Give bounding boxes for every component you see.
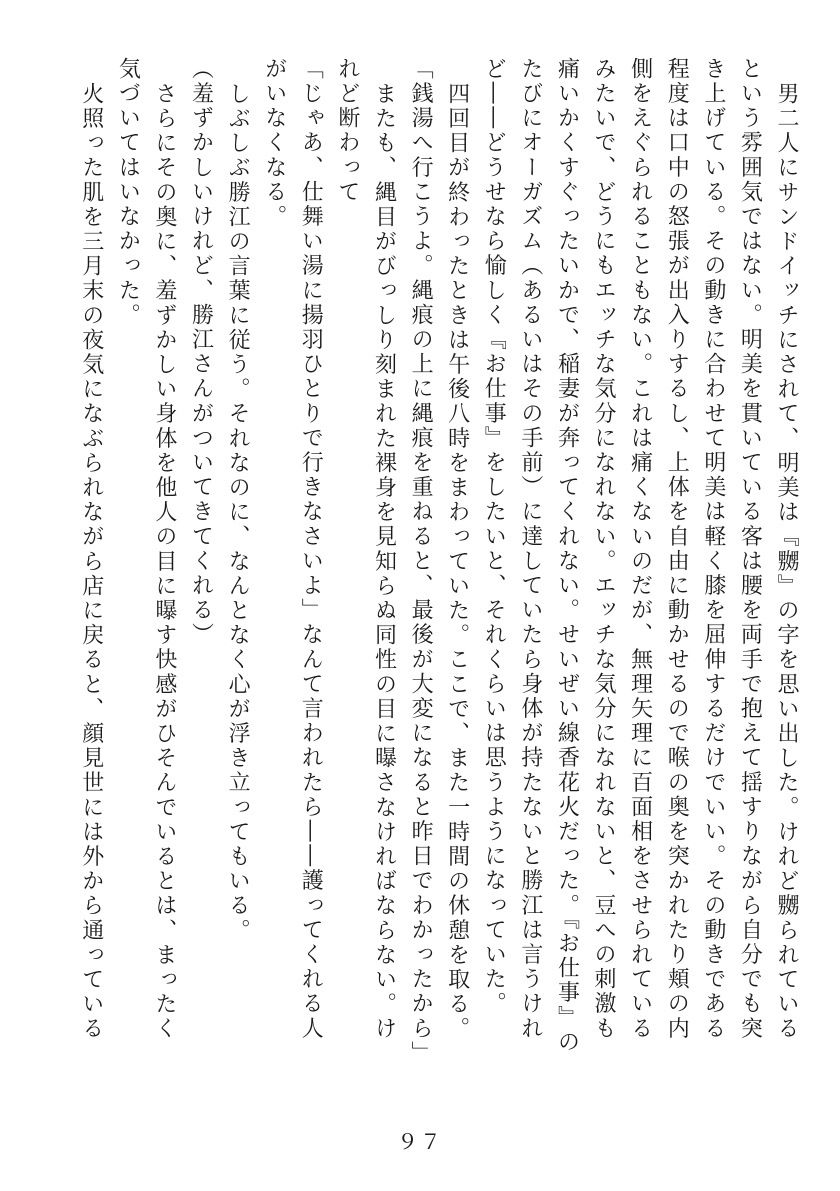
text-column: 痛いかくすぐったいかで、稲妻が奔ってくれない。せいぜい線香花火だった。『お仕事』の (554, 57, 580, 1055)
text-column: 「じゃあ、仕舞い湯に揚羽ひとりで行きなさいよ」なんて言われたら――護ってくれる人 (298, 57, 324, 1041)
text-column: がいなくなる。 (261, 57, 287, 230)
text-column: （羞ずかしいけれど、勝江さんがついてきてくれる） (188, 57, 214, 648)
text-column: 気づいてはいなかった。 (115, 57, 141, 328)
text-column: しぶしぶ勝江の言葉に従う。それなのに、なんとなく心が浮き立ってもいる。 (225, 81, 251, 943)
text-column: 火照った肌を三月末の夜気になぶられながら店に戻ると、顔見世には外から通っている (78, 81, 104, 1041)
text-column: 「銭湯へ行こうよ。縄痕の上に縄痕を重ねると、最後が大変になると昨日でわかったから」 (408, 57, 434, 1066)
page-number: ９７ (397, 1130, 443, 1154)
body-text (72, 57, 804, 1066)
text-column: 程度は口中の怒張が出入りするし、上体を自由に動かせるので喉の奥を突かれたり頬の内 (664, 57, 690, 1041)
text-column: という雰囲気ではない。明美を貫いている客は腰を両手で抱えて揺すりながら自分でも突 (737, 57, 763, 1041)
text-column: さらにその奥に、羞ずかしい身体を他人の目に曝す快感がひそんでいるとは、まったく (151, 81, 177, 1041)
text-column: たびにオーガズム（あるいはその手前）に達していたら身体が持たないと勝江は言うけれ (517, 57, 543, 1041)
text-column: またも、縄目がびっしり刻まれた裸身を見知らぬ同性の目に曝さなければならない。け (371, 81, 397, 1041)
text-column: き上げている。その動きに合わせて明美は軽く膝を屈伸するだけでいい。その動きである (700, 57, 726, 1041)
text-column: 側をえぐられることもない。これは痛くないのだが、無理矢理に百面相をさせられている (627, 57, 653, 1041)
text-column: ど――どうせなら愉しく『お仕事』をしたいと、それくらいは思うようになっていた。 (481, 57, 507, 1017)
text-column: みたいで、どうにもエッチな気分になれない。エッチな気分になれないと、豆への刺激も (591, 57, 617, 1041)
text-column: 四回目が終わったときは午後八時をまわっていた。ここで、また一時間の休憩を取る。 (444, 81, 470, 1041)
text-column: 男二人にサンドイッチにされて、明美は『嬲』の字を思い出した。けれど嬲られている (774, 81, 799, 1041)
text-column: れど断わって (334, 57, 360, 205)
